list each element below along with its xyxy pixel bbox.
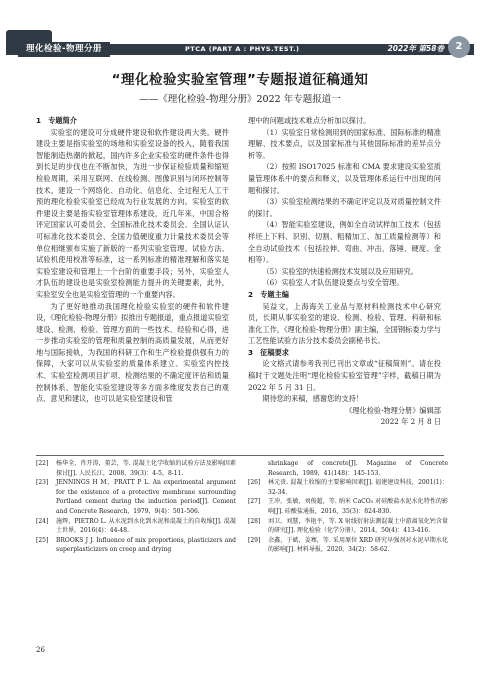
reference-text: 王冲，张敏，刘俊超，等. 纳米 CaCO₃ 对硅酸盐水泥水化特性的影响[J]. 硅酸盐通报，2016，35(3)：824-830.	[268, 498, 448, 515]
section-1-para-1: 实验室的建设可分成硬件建设和软件建设两大类。硬件建设主要是指实验室的场地和实验室设备的投入，随着我国智能制造热潮的掀起，国内许多企业实验室的硬件条件也得到长足的步伐也在不断加快，为进一步保证检验质量和缩短检验周期，采用互联网、在线检测、图像识别与闭环控制等技术，建设一个网络化、自动化、信息化、全过程无人工干预的理化检验实验室已经成为行业发展的方向。实验室的软件建设主要是指实验室管理体系建设，近几年来，中国合格评定国家认可委员会、全国标准化技术委员会、全国认证认可标准化技术委员会、全国力值硬度重力计量技术委员会等单位相继颁布实施了新版的一系列实验室管理、试验方法、试验机使用校准等标准，这一系列标准的精准理解和落实是实验室建设和管理上一个台阶的重要手段；另外，实验室人才队伍的建设也是实验室检测能力提升的关键要素，此外，实验室安全也是实验室管理的一个重要内容。	[36, 127, 229, 299]
reference-item	[248, 517, 448, 536]
reference-item	[248, 459, 448, 478]
reference-text: 杨华全，肖开涛，董芸，等. 混凝土化学收缩的试验方法及影响因素探讨[J]. 人民长江，2008，39(3)：4-5，8-11.	[56, 460, 236, 477]
section-2-text: 吴益文，上海海关工业品与原材料检测技术中心研究员，长期从事实验室的建设、检测、检验、管理、科研和标准化工作，《理化检验-物理分册》副主编，全国钢标委力学与工艺性能试验方法分技术委员会副秘书长。	[248, 301, 441, 346]
continued-text: 理中的问题或技术难点分析加以探讨。	[248, 116, 371, 125]
reference-item	[36, 517, 236, 536]
references-divider	[36, 455, 444, 456]
reference-item	[248, 497, 448, 516]
topic-item-1: （1）实验室日常检测用到的国家标准、国际标准的精准理解、技术要点，以及国家标准与其他国际标准的差异点分析等。	[248, 127, 441, 160]
journal-brand: 理化检验-物理分册	[18, 42, 110, 57]
section-2-heading: 2 专题主编	[248, 289, 289, 299]
topic-item-5: （5）实验室的快速检测技术发展以及应用研究。	[262, 266, 418, 276]
reference-text: BROOKS J J. Influence of mix proportions, plasticizers and superplasticizers on creep and drying	[56, 536, 236, 554]
reference-text: shrinkage of concrete[J]. Magazine of Concrete Research，1989，41(148)：145-153.	[268, 460, 448, 477]
reference-item	[248, 536, 448, 555]
reference-number: [24]	[36, 517, 49, 525]
references-left	[36, 459, 236, 555]
reference-text: 林元贵. 混凝土收缩的主要影响因素[J]. 福建建设科技，2001(1)：32-34.	[268, 479, 448, 496]
issue-number-badge: 2	[448, 36, 470, 58]
topic-item-3: （3）实验室检测结果的不确定评定以及对质量控制文件的探讨。	[248, 197, 441, 218]
issue-label: 2022年 第58卷	[387, 44, 444, 53]
closing-text: 期待您的来稿，感谢您的支持！	[262, 394, 364, 404]
page-header	[0, 0, 480, 62]
reference-number: [27]	[248, 498, 261, 506]
references-right	[248, 459, 448, 555]
reference-number: [22]	[36, 460, 49, 467]
reference-text: JENNINGS H M，PRATT P L. An experimental argument for the existence of a protective membrane surrounding Portland cement during the induction period[J]. Cement and Concrete Research，1979，9(4)：501-506.	[56, 479, 236, 515]
section-1-para-2: 为了更好地推动我国理化检验实验室的硬件和软件建设，《理化检验-物理分册》拟推出专题报道，重点报道实验室建设、检测、检验、管理方面的一些技术、经验和心得，进一步推动实验室的管理和质量控制的高质量发展，从而更好地与国际接轨，为我国的科研工作和生产检验提供强有力的保障，大家可以从实验室的质量体系建立、实验室内控技术、实验室检测项目扩项、检测结果的不确定度评估和质量控制体系、智能化实验室建设等多方面多维度发表自己的观点、意见和建议，也可以是实验室建设和管	[36, 301, 229, 404]
reference-item	[36, 478, 236, 516]
reference-item	[248, 478, 448, 497]
notice-date: 2022 年 2 月 8 日	[380, 417, 441, 427]
reference-number: [25]	[36, 536, 49, 544]
left-column	[36, 115, 229, 405]
reference-number: [26]	[248, 479, 261, 487]
topic-item-6: （6）实验室人才队伍建设要点与安全管理。	[262, 278, 404, 288]
reference-text: 刘卫，刘慧，李艳平，等. X 射线衍射法测混凝土中游离氧化钙含量的研究[J]. 理化检验（化学分册），2014，50(4)：413-416.	[268, 517, 448, 535]
reference-number: [23]	[36, 479, 49, 487]
reference-item	[36, 459, 236, 478]
section-3-heading: 3 征稿要求	[248, 347, 289, 357]
topic-item-2: （2）按照 ISO17025 标准和 CMA 要求建设实验室质量管理体系中的要点和释义，以及管理体系运行中出现的问题和探讨。	[248, 162, 441, 195]
reference-number	[248, 459, 268, 478]
reference-number: [29]	[248, 536, 261, 544]
reference-text: 余鑫，于斌，姜骞，等. 采用原位 XRD 研究早强剂对水泥早期水化的影响[J]. 材料导报，2020，34(2)：58-62.	[268, 536, 448, 554]
reference-item	[36, 536, 236, 555]
topic-item-4: （4）智能实验室建设，例如全自动试样加工技术（包括样坯上下料、识别、切割、粗精加工、加工质量检测等）和全自动试验技术（包括拉伸、弯曲、冲击、落锤、硬度、金相等）。	[248, 220, 441, 265]
article-title: “理化检验实验室管理”专题报道征稿通知	[111, 72, 369, 88]
reference-number: [28]	[248, 517, 261, 525]
right-column	[248, 115, 441, 428]
journal-name: PTCA (PART A : PHYS.TEST.)	[185, 45, 300, 53]
section-1-heading: 1 专题简介	[36, 116, 77, 125]
editorial-signature: 《理化检验-物理分册》编辑部	[345, 405, 441, 415]
section-3-text: 论文格式请参考我刊已刊出文章或“征稿简则”。请在投稿时于文题处注明“理化检验实验室管理”字样，截稿日期为 2022 年 5 月 31 日。	[248, 359, 441, 392]
reference-text: 施辉，PIETRO L. 从水泥到水化到水泥和混凝土的自收缩[J]. 混凝土世界，2016(4)：44-48.	[56, 517, 236, 535]
article-subtitle: ——《理化检验-物理分册》2022 年专题报道一	[139, 94, 341, 105]
page-number: 26	[36, 646, 45, 654]
